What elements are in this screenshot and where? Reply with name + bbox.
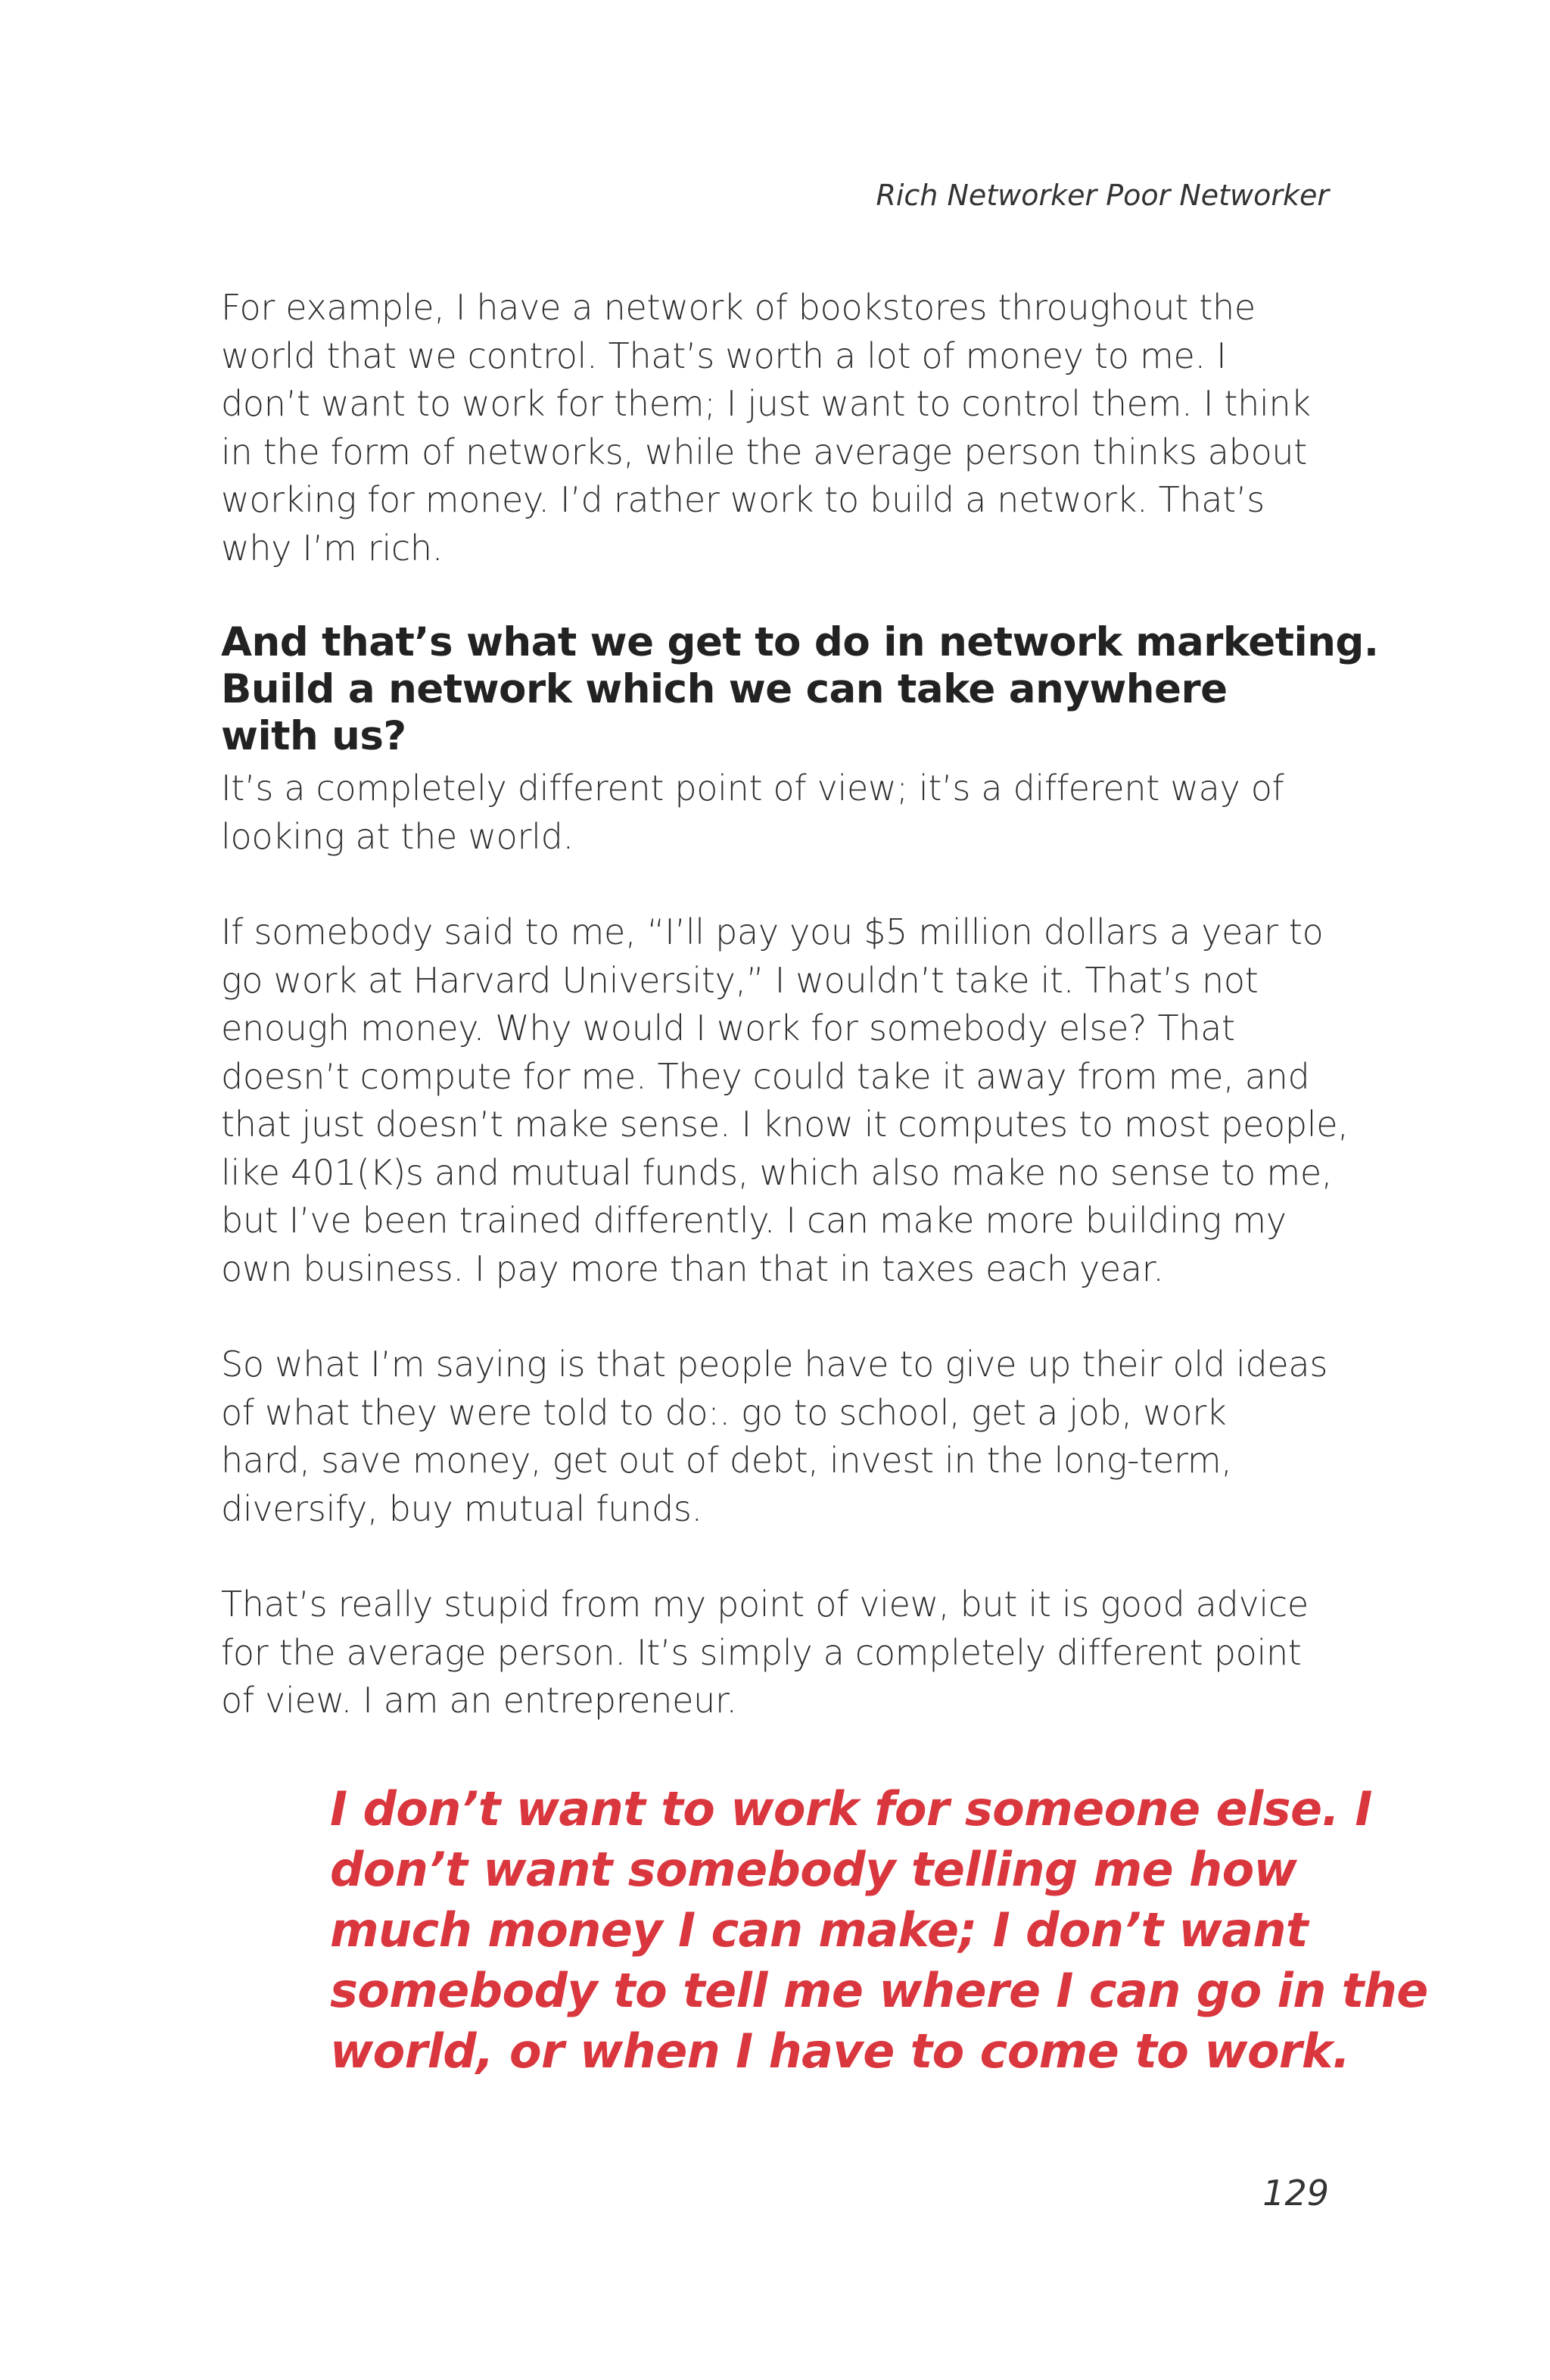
running-head: Rich Networker Poor Networker (876, 179, 1329, 212)
text-line: but I’ve been trained differently. I can make more building my (221, 1200, 1287, 1241)
text-line: of view. I am an entrepreneur. (221, 1680, 737, 1721)
paragraph-entrepreneur (221, 1581, 1341, 1725)
text-line: own business. I pay more than that in taxes each year. (221, 1248, 1164, 1289)
text-line: enough money. Why would I work for somebody else? That (221, 1008, 1235, 1048)
text-line: So what I’m saying is that people have to give up their old ideas (221, 1344, 1327, 1385)
paragraph-point-of-view (221, 765, 1341, 861)
text-line: hard, save money, get out of debt, invest in the long-term, (221, 1440, 1232, 1481)
text-line: For example, I have a network of bookstores throughout the (221, 287, 1256, 328)
text-line: It’s a completely different point of view; it’s a different way of (221, 768, 1284, 808)
text-line: looking at the world. (221, 815, 574, 857)
pull-quote (330, 1779, 1428, 2082)
quote-line: somebody to tell me where I can go in the (330, 1963, 1428, 2018)
paragraph-bookstores (221, 284, 1341, 572)
text-line: why I’m rich. (221, 527, 444, 569)
text-line: If somebody said to me, “I’ll pay you $5 million dollars a year to (221, 911, 1324, 952)
page-number: 129 (1262, 2173, 1329, 2213)
quote-line: I don’t want to work for someone else. I (330, 1781, 1372, 1836)
paragraph-old-ideas (221, 1341, 1341, 1533)
heading-line: with us? (221, 713, 406, 759)
paragraph-harvard (221, 908, 1349, 1293)
text-line: doesn’t compute for me. They could take it away from me, and (221, 1055, 1310, 1097)
text-line: for the average person. It’s simply a completely different point (221, 1631, 1302, 1673)
text-line: like 401(K)s and mutual funds, which also make no sense to me, (221, 1151, 1333, 1193)
heading-line: And that’s what we get to do in network marketing. (221, 619, 1379, 665)
text-line: working for money. I’d rather work to build a network. That’s (221, 479, 1265, 520)
text-line: in the form of networks, while the average person thinks about (221, 431, 1308, 472)
heading-line: Build a network which we can take anywhere (221, 666, 1228, 712)
text-line: that just doesn’t make sense. I know it computes to most people, (221, 1104, 1349, 1145)
text-line: diversify, buy mutual funds. (221, 1488, 702, 1529)
text-line: That’s really stupid from my point of view, but it is good advice (221, 1584, 1309, 1625)
quote-line: much money I can make; I don’t want (330, 1902, 1308, 1958)
text-line: of what they were told to do:. go to school, get a job, work (221, 1391, 1227, 1433)
quote-line: don’t want somebody telling me how (330, 1842, 1297, 1897)
text-line: world that we control. That’s worth a lot of money to me. I (221, 335, 1227, 376)
text-line: don’t want to work for them; I just want to control them. I think (221, 383, 1311, 424)
section-heading (221, 619, 1379, 760)
quote-line: world, or when I have to come to work. (330, 2023, 1350, 2079)
text-line: go work at Harvard University,” I wouldn’t take it. That’s not (221, 959, 1259, 1001)
